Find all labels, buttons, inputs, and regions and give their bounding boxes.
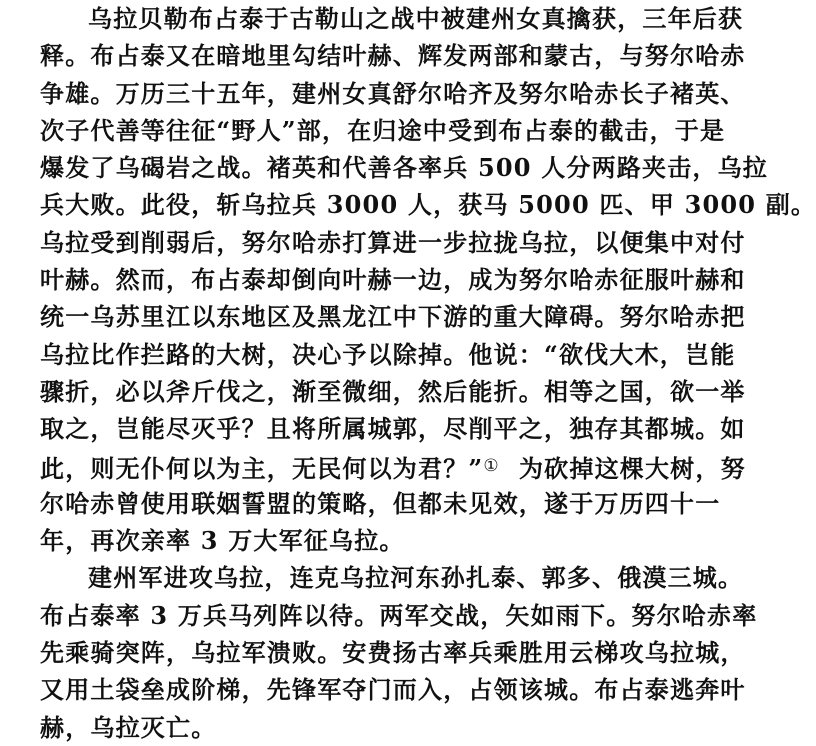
text-line: 赫，乌拉灭亡。 <box>40 712 217 742</box>
text-line: 尔哈赤曾使用联姻誓盟的策略，但都未见效，遂于万历四十一 <box>40 488 721 518</box>
text-line: 年，再次亲率 3 万大军征乌拉。 <box>40 526 405 556</box>
quote-end-text: 此，则无仆何以为主，无民何以为君？” <box>40 453 484 483</box>
text-line: 建州军进攻乌拉，连克乌拉河东孙扎泰、郭多、俄漠三城。 <box>88 563 744 593</box>
text-line: 统一乌苏里江以东地区及黑龙江中下游的重大障碍。努尔哈赤把 <box>40 302 746 332</box>
text-line: 兵大败。此役，斩乌拉兵 3000 人，获马 5000 匹、甲 3000 副。 <box>40 190 816 220</box>
text-line: 次子代善等往征“野人”部，在归途中受到布占泰的截击，于是 <box>40 115 726 145</box>
text-line: 乌拉受到削弱后，努尔哈赤打算进一步拉拢乌拉，以便集中对付 <box>40 227 746 257</box>
text-line: 先乘骑突阵，乌拉军溃败。安费扬古率兵乘胜用云梯攻乌拉城， <box>40 638 746 668</box>
text-line: 乌拉比作拦路的大树，决心予以除掉。他说：“欲伐大木，岂能 <box>40 339 736 369</box>
footnote-marker[interactable]: ① <box>483 455 500 476</box>
text-line: 乌拉贝勒布占泰于古勒山之战中被建州女真擒获，三年后获 <box>88 4 744 33</box>
text-line: 骤折，必以斧斤伐之，渐至微细，然后能折。相等之国，欲一举 <box>40 376 746 406</box>
text-line: 又用土袋垒成阶梯，先锋军夺门而入，占领该城。布占泰逃奔叶 <box>40 675 746 705</box>
text-line: 取之，岂能尽灭乎？且将所属城郭，尽削平之，独存其都城。如 <box>40 414 746 444</box>
text-line: 释。布占泰又在暗地里勾结叶赫、辉发两部和蒙古，与努尔哈赤 <box>40 41 746 71</box>
text-line: 叶赫。然而，布占泰却倒向叶赫一边，成为努尔哈赤征服叶赫和 <box>40 265 746 295</box>
text-line: 布占泰率 3 万兵马列阵以待。两军交战，矢如雨下。努尔哈赤率 <box>40 600 758 630</box>
text-line-with-footnote <box>40 448 746 485</box>
text-line: 爆发了乌碣岩之战。褚英和代善各率兵 500 人分两路夹击，乌拉 <box>40 153 769 183</box>
paragraph-2 <box>40 559 758 745</box>
continuation-text: 为砍掉这棵大树，努 <box>499 453 746 483</box>
paragraph-1 <box>40 0 816 559</box>
document-page <box>40 0 816 746</box>
text-line: 争雄。万历三十五年，建州女真舒尔哈齐及努尔哈赤长子褚英、 <box>40 78 746 108</box>
